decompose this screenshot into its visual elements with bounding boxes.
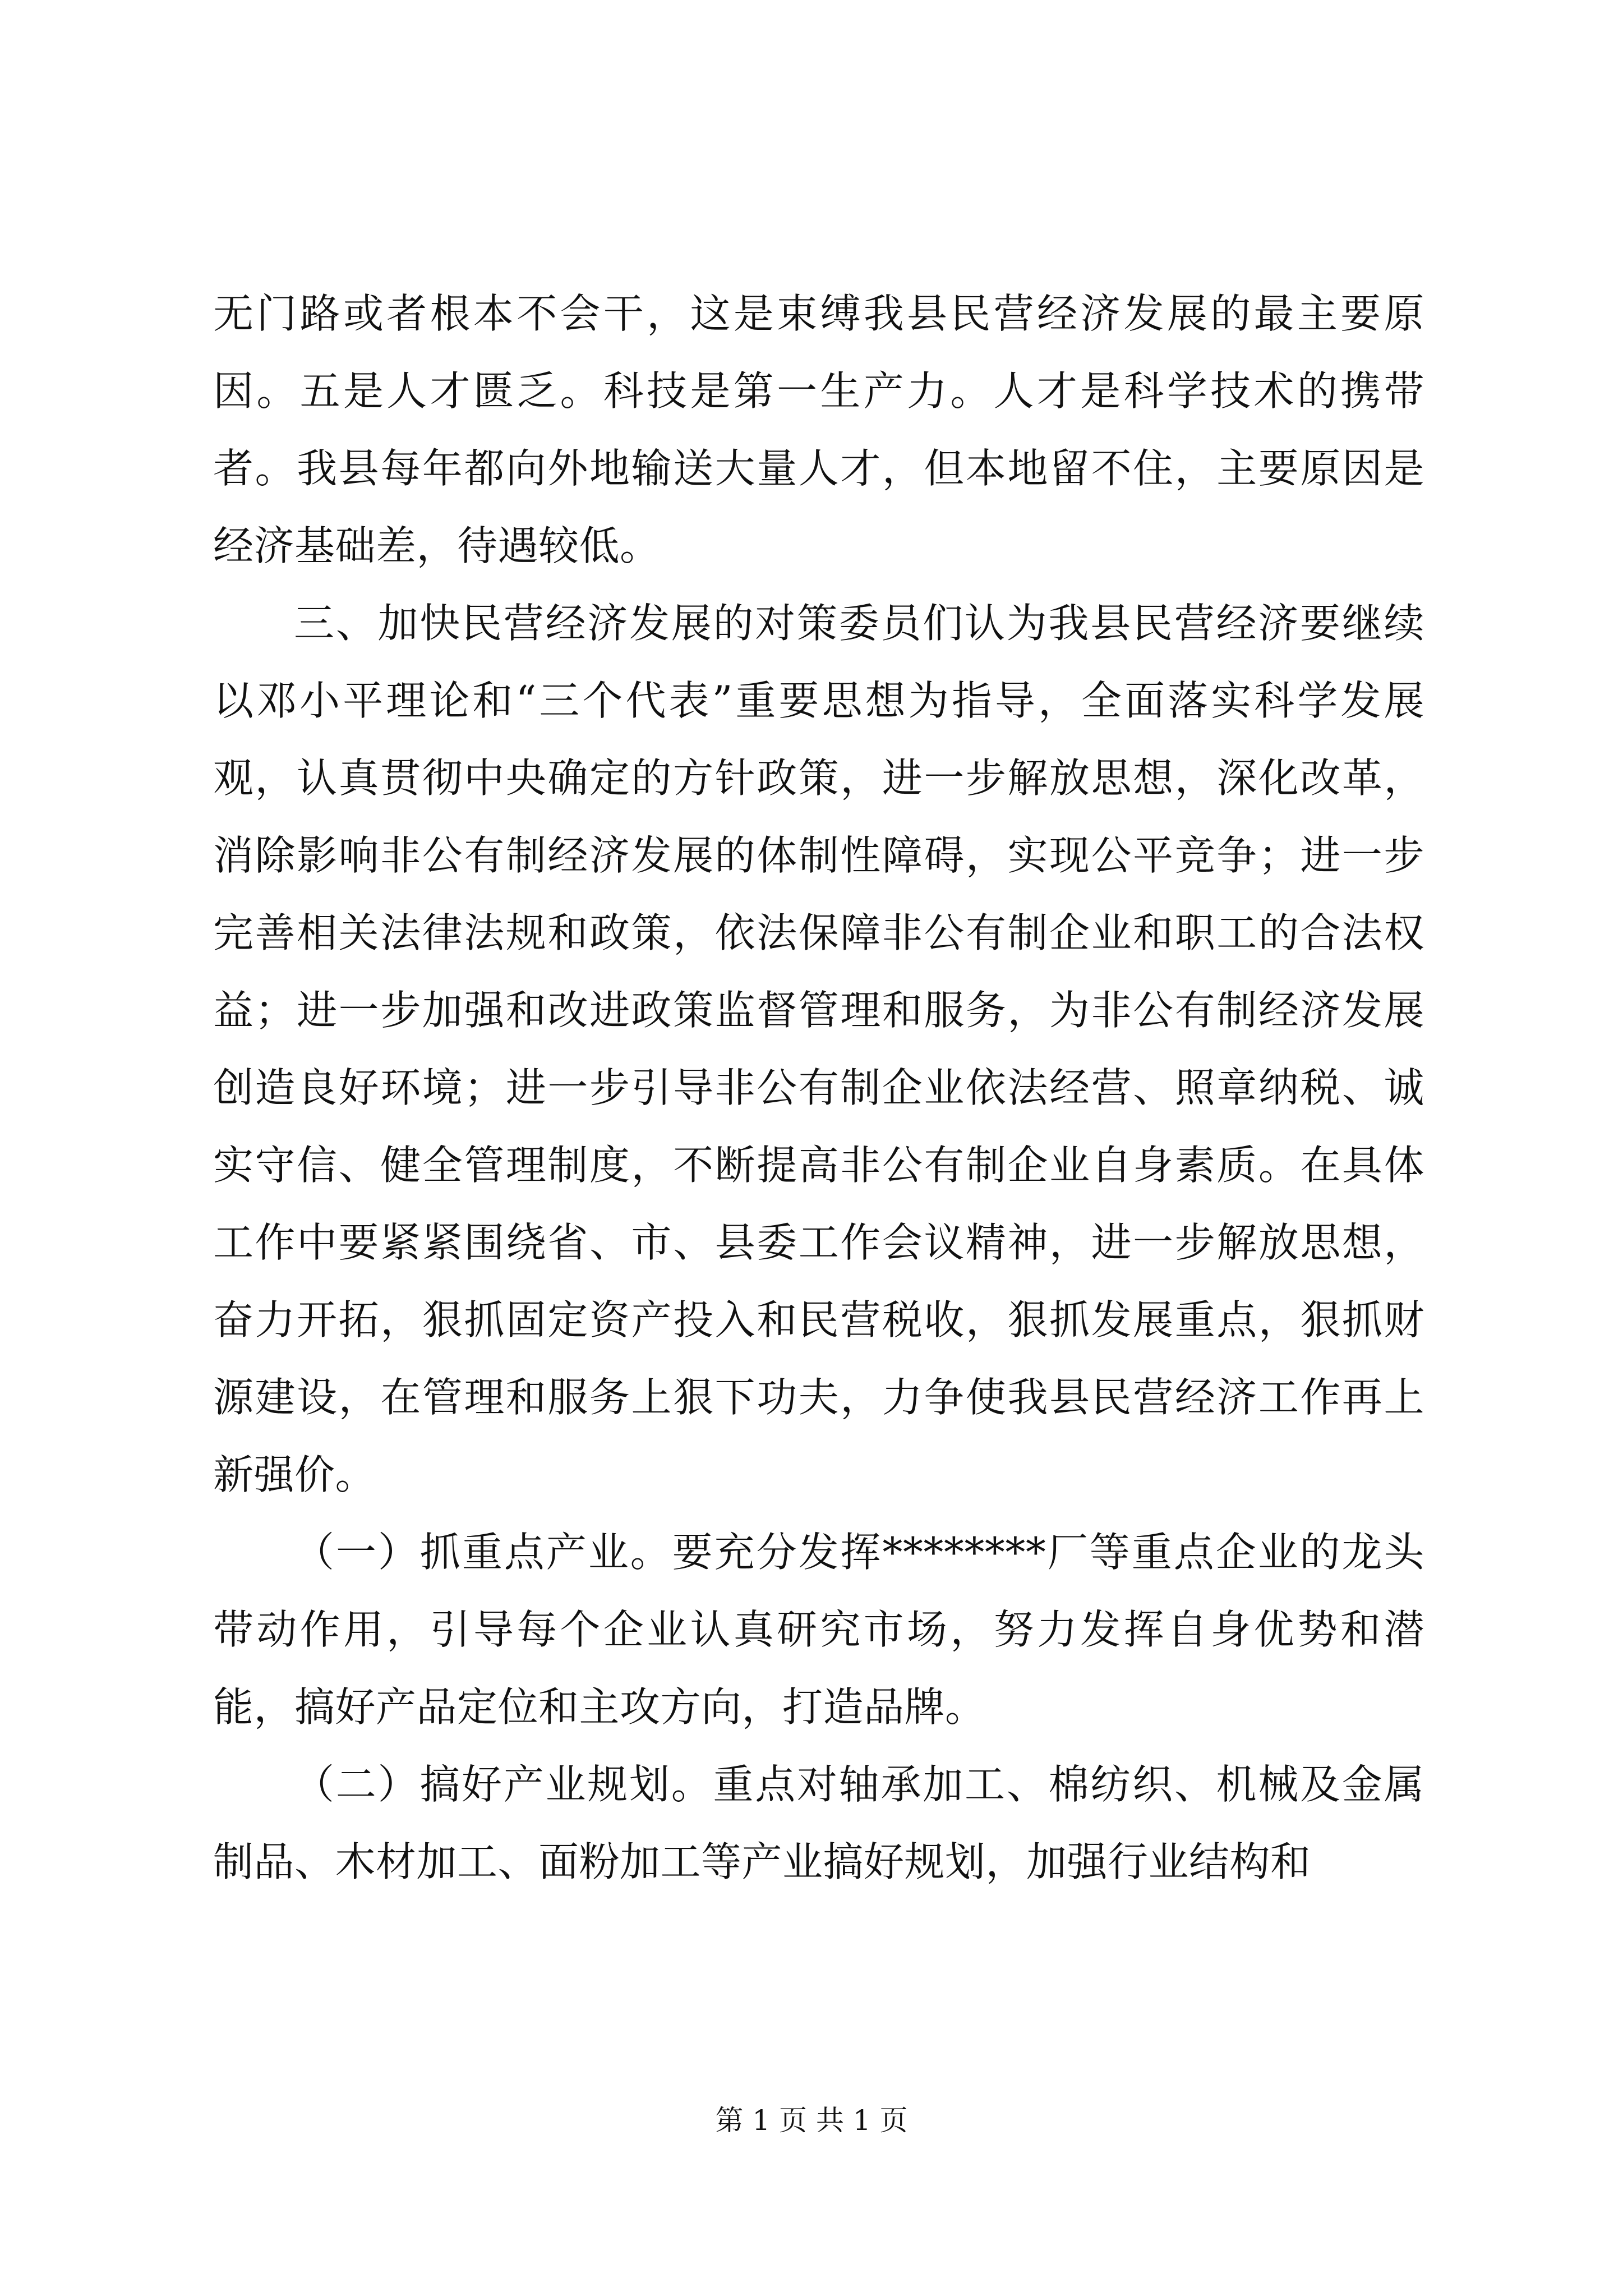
document-body <box>213 275 1424 1901</box>
paragraph-continuation: 无门路或者根本不会干，这是束缚我县民营经济发展的最主要原因。五是人才匮乏。科技是第一生产力。人才是科学技术的携带者。我县每年都向外地输送大量人才，但本地留不住，主要原因是经济基础差，待遇较低。 <box>213 290 1424 569</box>
paragraph-item-two: （二）搞好产业规划。重点对轴承加工、棉纺织、机械及金属制品、木材加工、面粉加工等产业搞好规划，加强行业结构和 <box>213 1761 1424 1885</box>
page-number-footer: 第 1 页 共 1 页 <box>715 2104 908 2137</box>
paragraph-section-three: 三、加快民营经济发展的对策委员们认为我县民营经济要继续以邓小平理论和“三个代表”重要思想为指导，全面落实科学发展观，认真贯彻中央确定的方针政策，进一步解放思想，深化改革，消除影响非公有制经济发展的体制性障碍，实现公平竞争；进一步完善相关法律法规和政策，依法保障非公有制企业和职工的合法权益；进一步加强和改进政策监督管理和服务，为非公有制经济发展创造良好环境；进一步引导非公有制企业依法经营、照章纳税、诚实守信、健全管理制度，不断提高非公有制企业自身素质。在具体工作中要紧紧围绕省、市、县委工作会议精神，进一步解放思想，奋力开拓，狠抓固定资产投入和民营税收，狠抓发展重点，狠抓财源建设，在管理和服务上狠下功夫，力争使我县民营经济工作再上新强价。 <box>213 600 1424 1498</box>
paragraph-item-one: （一）抓重点产业。要充分发挥********厂等重点企业的龙头带动作用，引导每个企业认真研究市场，努力发挥自身优势和潜能，搞好产品定位和主攻方向，打造品牌。 <box>213 1529 1424 1731</box>
